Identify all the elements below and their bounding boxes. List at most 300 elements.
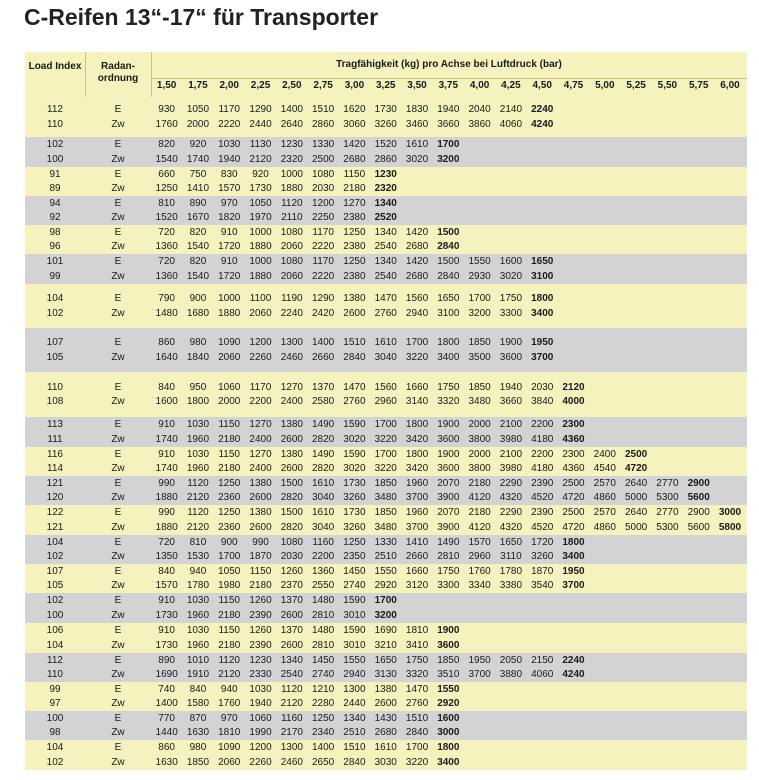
capacity-cell: 1730	[374, 104, 397, 116]
capacity-cell: 2280	[312, 698, 335, 710]
capacity-cell: 1510	[343, 742, 366, 754]
load-index-cell: 101	[46, 256, 64, 268]
load-index-cell: 105	[46, 580, 64, 592]
capacity-cell: 3400	[437, 756, 460, 768]
capacity-cell: 1030	[186, 625, 210, 637]
capacity-cell: 2840	[405, 727, 429, 739]
capacity-cell: 2570	[593, 477, 616, 489]
capacity-cell: 1870	[249, 551, 272, 563]
capacity-cell: 910	[158, 625, 175, 637]
capacity-cell: 2000	[468, 448, 491, 460]
capacity-cell: 2400	[593, 448, 616, 460]
capacity-cell: 2290	[499, 507, 523, 519]
capacity-cell: 2460	[280, 756, 303, 768]
capacity-cell: 1380	[374, 683, 397, 695]
pressure-header-row	[151, 80, 746, 91]
capacity-cell: 1400	[280, 104, 303, 116]
table-row	[25, 211, 747, 226]
capacity-cell: 1940	[249, 698, 272, 710]
capacity-cell: 1940	[218, 153, 241, 165]
capacity-cell: 4520	[531, 492, 554, 504]
table-row	[25, 350, 747, 365]
load-index-cell: 102	[46, 139, 64, 151]
capacity-cell: 1270	[343, 197, 366, 209]
radanordnung-cell: E	[114, 448, 122, 460]
radanordnung-cell: Zw	[111, 698, 125, 710]
capacity-cell: 2000	[218, 396, 241, 408]
load-index-cell: 114	[47, 463, 63, 475]
capacity-cell: 4540	[593, 463, 616, 475]
capacity-cell: 1760	[468, 565, 491, 577]
radanordnung-cell: Zw	[111, 727, 125, 739]
capacity-cell: 2380	[343, 241, 366, 253]
capacity-cell: 1090	[218, 337, 241, 349]
capacity-cell: 1260	[249, 625, 272, 637]
capacity-cell: 1560	[374, 381, 397, 393]
pressure-header-cell: 3,00	[344, 80, 365, 91]
capacity-cell: 3460	[405, 118, 429, 130]
radanordnung-cell: Zw	[111, 212, 125, 224]
table-row-group	[25, 447, 747, 476]
capacity-cell: 3260	[343, 492, 366, 504]
capacity-cell: 1850	[468, 337, 491, 349]
load-index-cell: 102	[46, 307, 64, 319]
capacity-cell: 3340	[468, 580, 491, 592]
table-row	[25, 491, 747, 506]
capacity-cell: 750	[189, 168, 207, 180]
capacity-cell: 2510	[343, 727, 366, 739]
radanordnung-cell: E	[114, 507, 122, 519]
capacity-cell: 1760	[155, 118, 178, 130]
capacity-cell: 2440	[249, 118, 272, 130]
capacity-cell: 1740	[155, 433, 178, 445]
load-index-cell: 120	[46, 492, 64, 504]
capacity-cell: 1960	[186, 609, 210, 621]
capacity-cell: 2100	[499, 448, 523, 460]
capacity-cell: 1740	[155, 463, 178, 475]
capacity-cell: 2770	[656, 477, 679, 489]
capacity-cell: 2390	[531, 507, 554, 519]
capacity-cell: 1540	[155, 153, 178, 165]
radanordnung-cell: Zw	[111, 118, 125, 130]
load-index-cell: 104	[46, 639, 64, 651]
radanordnung-cell: Zw	[111, 270, 125, 282]
table-row	[25, 137, 747, 152]
capacity-cell: 1270	[249, 448, 272, 460]
capacity-cell: 4720	[562, 492, 585, 504]
capacity-cell: 770	[158, 712, 175, 724]
capacity-cell: 1490	[312, 419, 335, 431]
capacity-cell: 2900	[687, 507, 710, 519]
load-index-cell: 100	[46, 153, 64, 165]
capacity-cell: 1570	[218, 183, 241, 195]
table-row	[25, 254, 747, 269]
capacity-cell: 1290	[249, 104, 272, 116]
capacity-cell: 1750	[499, 293, 523, 305]
capacity-cell: 2370	[280, 580, 303, 592]
capacity-cell: 1940	[499, 381, 523, 393]
capacity-cell: 2550	[312, 580, 335, 592]
table-row-group	[25, 328, 747, 372]
capacity-cell: 1250	[343, 536, 366, 548]
capacity-cell: 1500	[280, 477, 303, 489]
capacity-cell: 1880	[155, 521, 178, 533]
load-index-cell: 94	[49, 197, 61, 209]
capacity-cell: 1300	[280, 742, 303, 754]
capacity-cell: 1380	[280, 448, 303, 460]
table-row-group	[25, 711, 747, 740]
capacity-cell: 1450	[343, 565, 366, 577]
load-index-cell: 112	[47, 104, 63, 116]
capacity-cell: 1690	[374, 625, 397, 637]
capacity-cell: 2840	[343, 756, 366, 768]
capacity-cell: 2540	[280, 669, 303, 681]
capacity-cell: 3260	[374, 118, 397, 130]
capacity-cell: 1820	[218, 212, 241, 224]
capacity-cell: 1360	[312, 565, 335, 577]
capacity-cell: 2760	[405, 698, 429, 710]
load-index-cell: 108	[46, 396, 64, 408]
capacity-cell: 1800	[405, 419, 429, 431]
load-index-cell: 98	[49, 226, 61, 238]
capacity-cell: 1030	[218, 139, 241, 151]
capacity-cell: 3860	[468, 118, 491, 130]
capacity-cell: 1170	[249, 381, 272, 393]
capacity-cell: 1480	[312, 595, 335, 607]
capacity-cell: 2390	[249, 609, 272, 621]
capacity-cell: 1410	[405, 536, 429, 548]
capacity-cell: 2460	[280, 351, 303, 363]
capacity-cell: 1130	[249, 139, 272, 151]
capacity-cell: 2180	[218, 609, 241, 621]
capacity-cell: 1270	[280, 381, 303, 393]
capacity-cell: 2680	[405, 270, 429, 282]
table-row	[25, 182, 747, 197]
capacity-cell: 2840	[437, 270, 460, 282]
capacity-cell: 2040	[468, 104, 491, 116]
capacity-cell: 1650	[499, 536, 523, 548]
table-row	[25, 196, 747, 211]
capacity-cell: 2510	[374, 551, 397, 563]
capacity-cell: 3480	[468, 396, 491, 408]
capacity-cell: 1880	[280, 183, 303, 195]
capacity-cell: 1590	[343, 625, 366, 637]
capacity-cell: 2640	[624, 507, 648, 519]
capacity-cell: 1150	[218, 595, 240, 607]
table-row	[25, 432, 747, 447]
capacity-cell: 3020	[499, 270, 523, 282]
radanordnung-cell: Zw	[111, 153, 125, 165]
capacity-cell: 2680	[343, 153, 366, 165]
capacity-cell: 2500	[562, 477, 585, 489]
table-row	[25, 697, 747, 712]
table-row	[25, 711, 747, 726]
capacity-cell: 1960	[186, 639, 210, 651]
capacity-cell: 2770	[656, 507, 679, 519]
capacity-cell: 2660	[405, 551, 429, 563]
capacity-cell: 2640	[280, 118, 303, 130]
capacity-cell: 2000	[186, 118, 210, 130]
capacity-cell: 1700	[374, 448, 397, 460]
capacity-cell: 1400	[155, 698, 178, 710]
load-index-cell: 102	[46, 595, 64, 607]
capacity-cell: 2380	[343, 212, 366, 224]
radanordnung-cell: E	[114, 139, 122, 151]
capacity-cell: 4320	[499, 521, 523, 533]
capacity-cell: 1870	[531, 565, 554, 577]
radanordnung-cell: Zw	[111, 463, 125, 475]
capacity-cell: 1730	[343, 477, 366, 489]
capacity-cell: 970	[220, 197, 238, 209]
capacity-cell: 3900	[437, 521, 460, 533]
capacity-cell: 1270	[249, 419, 272, 431]
capacity-cell: 2220	[312, 270, 335, 282]
capacity-cell: 3420	[405, 433, 429, 445]
capacity-cell: 2810	[312, 609, 335, 621]
capacity-cell: 3110	[500, 551, 522, 563]
load-index-cell: 113	[47, 419, 63, 431]
table-row	[25, 306, 747, 321]
capacity-cell: 2070	[437, 477, 460, 489]
capacity-cell: 3410	[405, 639, 429, 651]
capacity-cell: 2200	[249, 396, 272, 408]
table-row	[25, 668, 747, 683]
capacity-cell: 2220	[312, 241, 335, 253]
capacity-cell: 2920	[437, 698, 460, 710]
capacity-cell: 1510	[405, 712, 429, 724]
radanordnung-cell: E	[114, 712, 122, 724]
capacity-cell: 4240	[562, 669, 585, 681]
load-index-cell: 107	[46, 565, 64, 577]
capacity-cell: 1170	[312, 256, 334, 268]
capacity-cell: 1080	[280, 536, 303, 548]
capacity-cell: 3130	[374, 669, 397, 681]
table-row	[25, 623, 747, 638]
capacity-cell: 1480	[312, 625, 335, 637]
load-index-cell: 104	[46, 293, 64, 305]
capacity-cell: 3020	[343, 463, 366, 475]
capacity-cell: 820	[189, 226, 207, 238]
table-header	[25, 52, 747, 97]
capacity-cell: 1950	[562, 565, 585, 577]
table-row-group	[25, 593, 747, 623]
capacity-cell: 1980	[218, 580, 241, 592]
capacity-cell: 1120	[218, 654, 240, 666]
capacity-cell: 1700	[374, 595, 397, 607]
capacity-cell: 5800	[718, 521, 742, 533]
radanordnung-cell: Zw	[111, 351, 125, 363]
table-row-group	[25, 476, 747, 505]
capacity-cell: 2290	[499, 477, 523, 489]
capacity-cell: 1970	[249, 212, 272, 224]
capacity-cell: 3320	[405, 669, 429, 681]
pressure-header-cell: 6,00	[720, 80, 740, 91]
capacity-cell: 4360	[562, 463, 585, 475]
capacity-cell: 1010	[186, 654, 210, 666]
capacity-cell: 2600	[374, 698, 397, 710]
capacity-cell: 1380	[249, 477, 272, 489]
capacity-cell: 1120	[187, 507, 209, 519]
capacity-cell: 1720	[218, 241, 241, 253]
capacity-cell: 2260	[249, 351, 272, 363]
capacity-cell: 2030	[312, 183, 335, 195]
capacity-cell: 1520	[155, 212, 178, 224]
capacity-cell: 1250	[218, 477, 241, 489]
capacity-cell: 4720	[562, 521, 585, 533]
table-row-group	[25, 97, 747, 137]
capacity-cell: 1250	[155, 183, 178, 195]
table-row	[25, 102, 747, 117]
capacity-cell: 740	[158, 683, 175, 695]
load-index-cell: 96	[49, 241, 61, 253]
capacity-cell: 1150	[343, 168, 366, 180]
capacity-cell: 3010	[343, 609, 366, 621]
capacity-cell: 1030	[186, 419, 210, 431]
capacity-cell: 1590	[343, 419, 366, 431]
capacity-cell: 1190	[281, 293, 303, 305]
capacity-cell: 2250	[312, 212, 335, 224]
table-row-group	[25, 740, 747, 770]
load-index-cell: 99	[49, 683, 61, 695]
capacity-cell: 1510	[312, 104, 335, 116]
capacity-cell: 3320	[437, 396, 460, 408]
capacity-cell: 920	[252, 168, 269, 180]
capacity-cell: 1850	[437, 654, 460, 666]
capacity-cell: 2810	[312, 639, 335, 651]
capacity-cell: 1550	[343, 654, 366, 666]
capacity-cell: 2600	[249, 492, 272, 504]
capacity-cell: 1900	[499, 337, 523, 349]
capacity-cell: 2240	[562, 654, 585, 666]
capacity-cell: 1810	[218, 727, 241, 739]
pressure-header-cell: 2,00	[219, 80, 239, 91]
capacity-cell: 2820	[280, 521, 303, 533]
capacity-cell: 1940	[437, 104, 460, 116]
table-row	[25, 380, 747, 395]
capacity-cell: 1700	[437, 139, 460, 151]
capacity-cell: 1050	[249, 197, 272, 209]
capacity-cell: 1000	[280, 168, 303, 180]
capacity-cell: 1690	[155, 669, 178, 681]
capacity-cell: 2240	[280, 307, 303, 319]
capacity-cell: 2340	[312, 727, 335, 739]
capacity-cell: 1600	[437, 712, 460, 724]
capacity-cell: 1850	[186, 756, 210, 768]
capacity-cell: 830	[220, 168, 238, 180]
load-index-cell: 106	[46, 625, 64, 637]
capacity-cell: 2030	[280, 551, 303, 563]
capacity-cell: 910	[158, 419, 175, 431]
capacity-cell: 3260	[531, 551, 554, 563]
capacity-cell: 1340	[343, 712, 366, 724]
table-row-group	[25, 505, 747, 535]
table-row	[25, 152, 747, 167]
capacity-cell: 1230	[280, 139, 303, 151]
capacity-cell: 1800	[562, 536, 585, 548]
capacity-cell: 1120	[281, 197, 303, 209]
capacity-cell: 2660	[312, 351, 335, 363]
capacity-cell: 2180	[343, 183, 366, 195]
capacity-cell: 1370	[280, 595, 303, 607]
capacity-cell: 1060	[249, 712, 272, 724]
capacity-cell: 820	[158, 139, 175, 151]
capacity-cell: 3510	[437, 669, 460, 681]
table-row-group	[25, 623, 747, 653]
radanordnung-cell: Zw	[111, 492, 125, 504]
capacity-cell: 2000	[468, 419, 491, 431]
table-body	[25, 97, 747, 770]
capacity-cell: 2380	[343, 270, 366, 282]
table-row-group	[25, 167, 747, 196]
capacity-cell: 1370	[280, 625, 303, 637]
load-index-cell: 100	[46, 712, 64, 724]
capacity-cell: 2740	[312, 669, 335, 681]
capacity-cell: 2520	[374, 212, 397, 224]
table-row	[25, 291, 747, 306]
capacity-cell: 1960	[186, 463, 210, 475]
capacity-cell: 1620	[343, 104, 366, 116]
capacity-cell: 2400	[280, 396, 303, 408]
capacity-cell: 920	[189, 139, 207, 151]
capacity-cell: 1340	[374, 256, 397, 268]
capacity-cell: 3400	[437, 351, 460, 363]
capacity-cell: 1370	[312, 381, 335, 393]
radanordnung-cell: Zw	[111, 756, 125, 768]
capacity-cell: 1490	[312, 448, 335, 460]
radanordnung-cell: E	[114, 565, 122, 577]
capacity-cell: 2860	[374, 153, 397, 165]
pressure-header-cell: 3,25	[375, 80, 396, 91]
table-row	[25, 395, 747, 410]
capacity-cell: 1380	[343, 293, 366, 305]
capacity-cell: 840	[189, 683, 207, 695]
capacity-cell: 990	[158, 507, 175, 519]
capacity-cell: 1880	[249, 270, 272, 282]
capacity-cell: 4860	[593, 521, 616, 533]
pressure-header-cell: 1,50	[156, 80, 177, 91]
capacity-header: Tragfähigkeit (kg) pro Achse bei Luftdruck (bar)	[336, 59, 562, 70]
table-row	[25, 638, 747, 653]
table-row	[25, 579, 747, 594]
capacity-cell: 1610	[374, 742, 397, 754]
capacity-cell: 1260	[249, 595, 272, 607]
capacity-cell: 2600	[280, 609, 303, 621]
capacity-cell: 1750	[405, 654, 429, 666]
load-index-cell: 105	[46, 351, 64, 363]
capacity-cell: 2540	[374, 270, 397, 282]
capacity-cell: 2320	[374, 183, 397, 195]
capacity-cell: 1500	[280, 507, 303, 519]
capacity-cell: 3480	[374, 492, 397, 504]
pressure-header-cell: 2,50	[282, 80, 302, 91]
capacity-cell: 2180	[218, 639, 241, 651]
table-row	[25, 462, 747, 477]
capacity-cell: 2760	[343, 396, 366, 408]
capacity-cell: 1990	[249, 727, 272, 739]
capacity-cell: 3010	[343, 639, 366, 651]
load-index-cell: 97	[49, 698, 61, 710]
capacity-cell: 860	[158, 337, 175, 349]
pressure-header-cell: 5,00	[595, 80, 615, 91]
capacity-cell: 1060	[218, 381, 241, 393]
capacity-cell: 1470	[405, 683, 429, 695]
load-index-cell: 110	[47, 669, 63, 681]
table-row-group	[25, 417, 747, 447]
capacity-cell: 2170	[280, 727, 303, 739]
capacity-cell: 2070	[437, 507, 460, 519]
capacity-cell: 2200	[531, 448, 554, 460]
capacity-cell: 2820	[312, 433, 335, 445]
